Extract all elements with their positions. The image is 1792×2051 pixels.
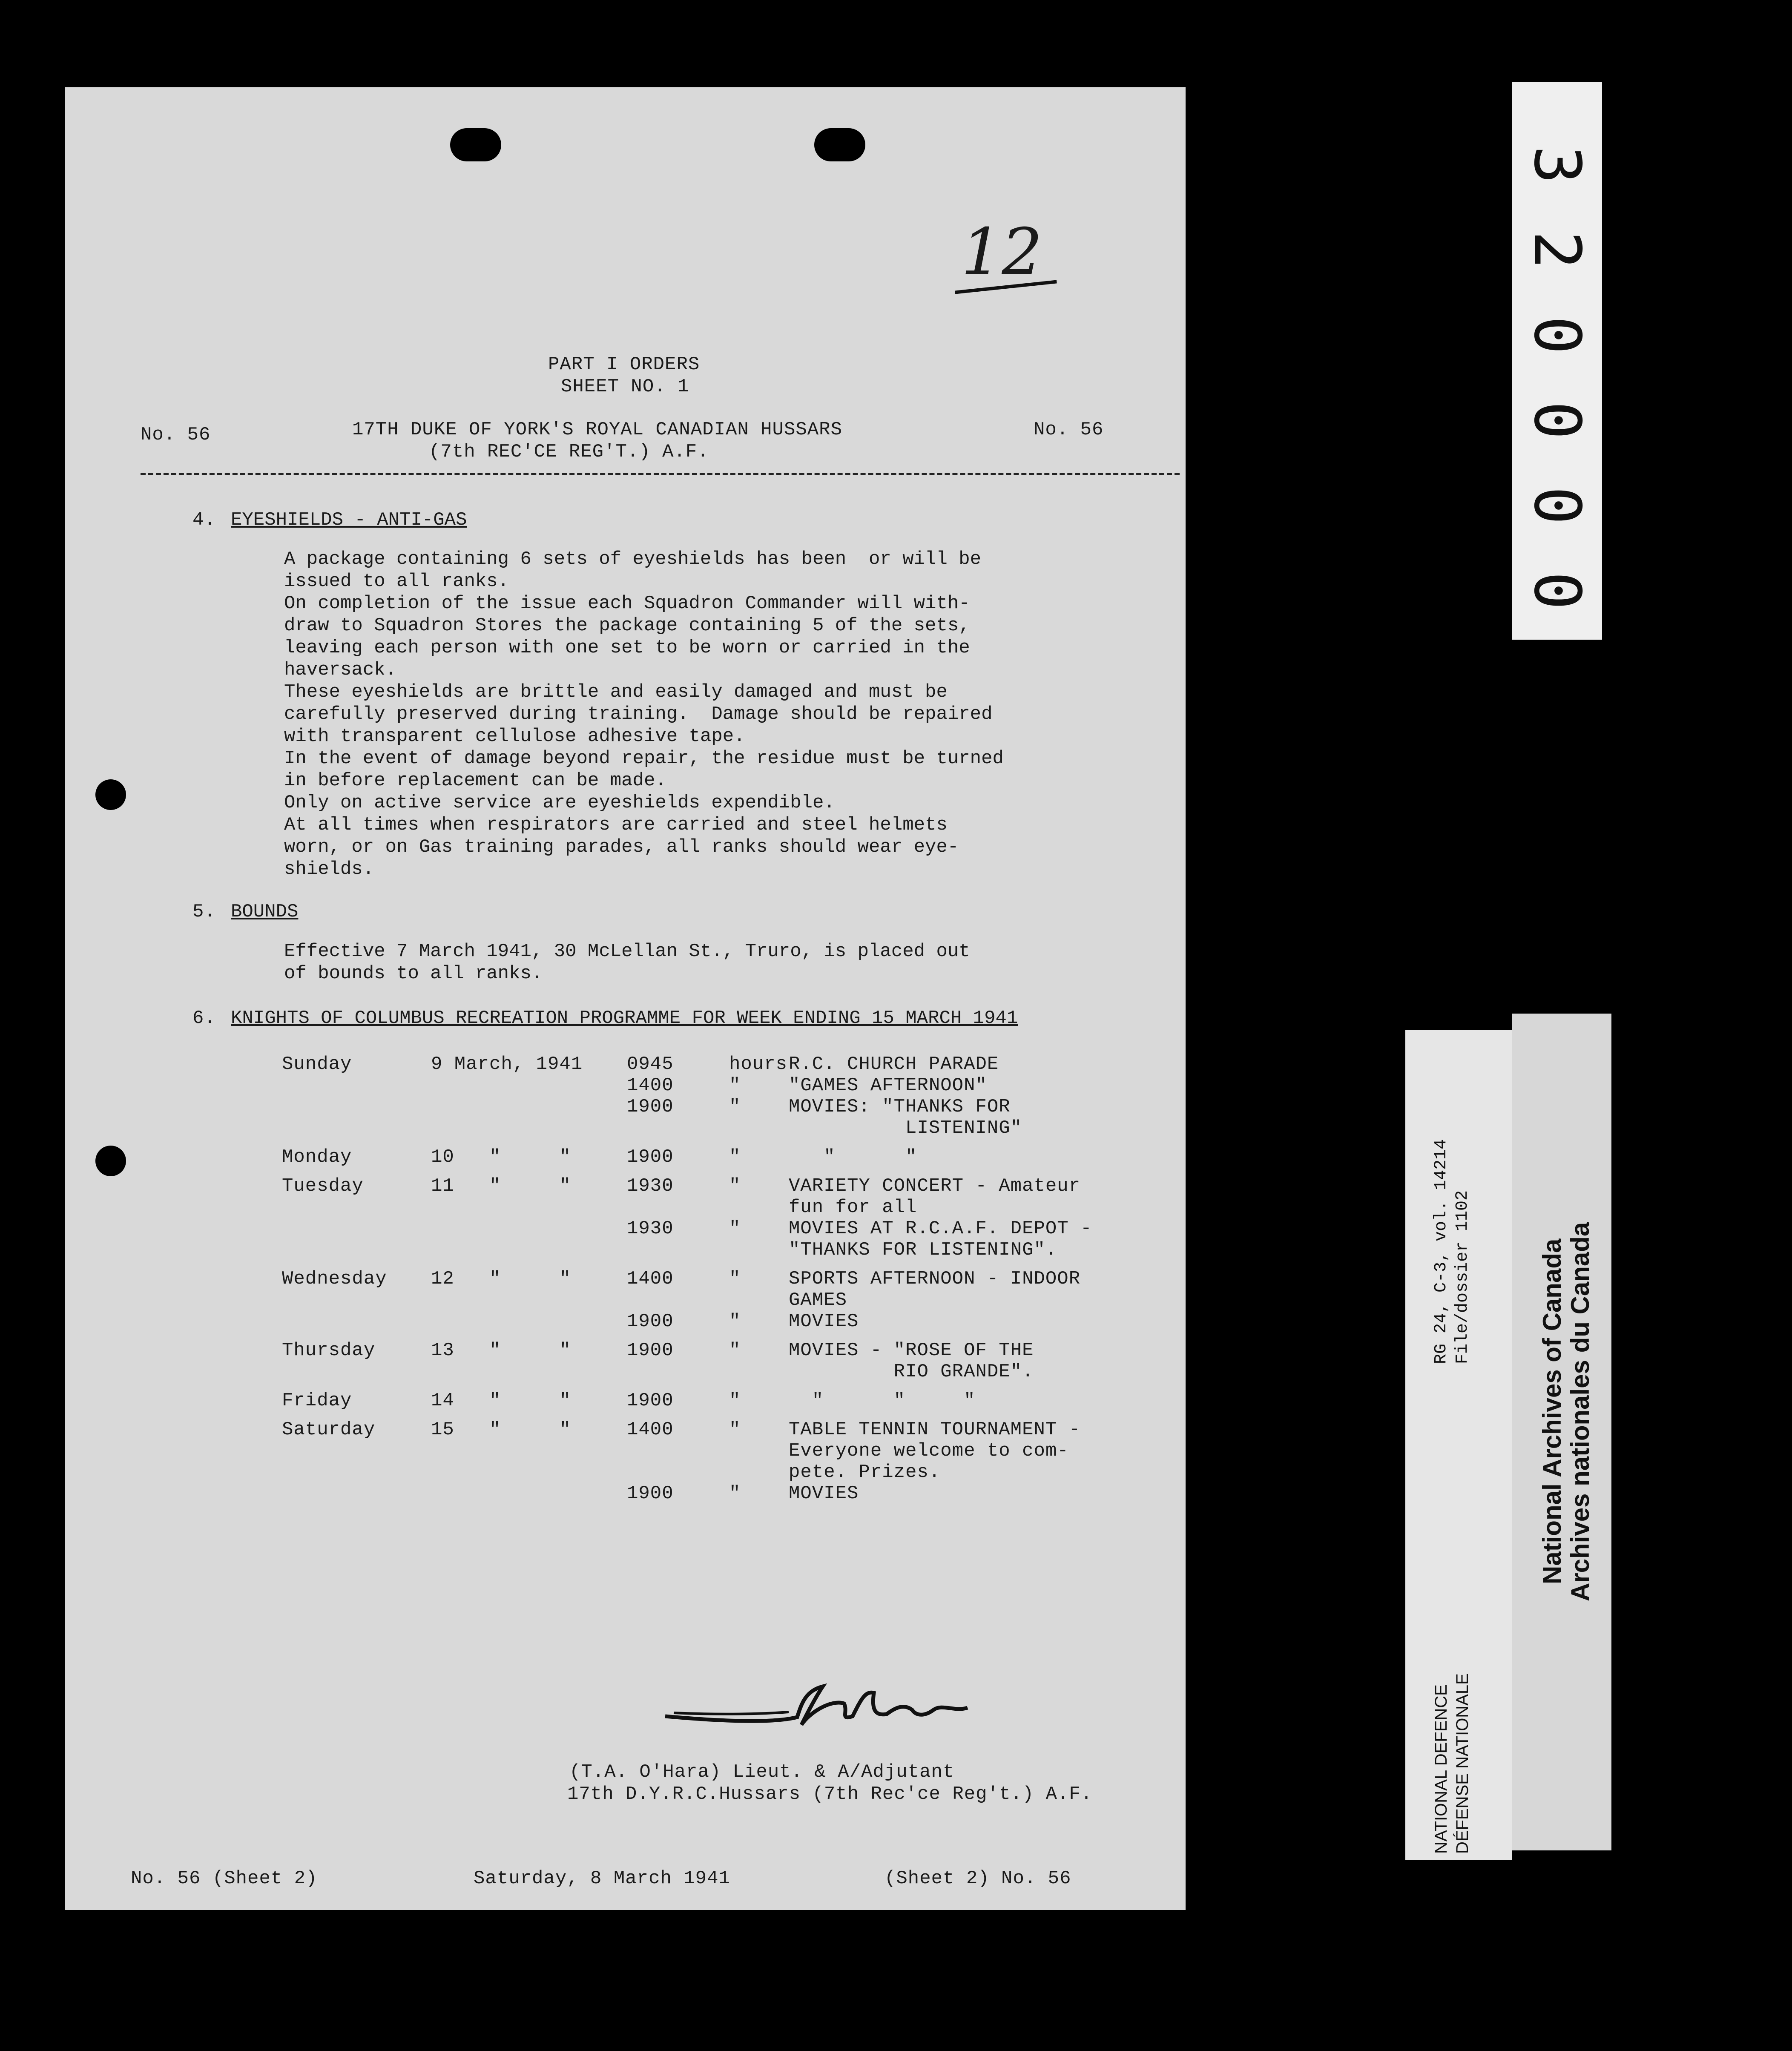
- footer-left: No. 56 (Sheet 2): [131, 1868, 318, 1889]
- archive-reference-line1: RG 24, C-3, vol. 14214: [1432, 1139, 1451, 1364]
- document-sheet: [65, 87, 1186, 1910]
- schedule-unit: ": [729, 1268, 741, 1290]
- schedule-time: 0945: [627, 1054, 674, 1075]
- schedule-event: LISTENING": [789, 1117, 1022, 1139]
- footer-date: Saturday, 8 March 1941: [474, 1868, 730, 1889]
- order-number-right: No. 56: [1034, 419, 1104, 440]
- header-title: PART I ORDERS: [548, 354, 700, 375]
- body-line: draw to Squadron Stores the package containing 5 of the sets,: [284, 615, 970, 636]
- punch-hole-side-upper: [95, 779, 126, 810]
- body-line: On completion of the issue each Squadron Commander will with-: [284, 593, 970, 614]
- schedule-time: 1400: [627, 1075, 674, 1096]
- schedule-date: 10 " ": [431, 1146, 571, 1168]
- schedule-day: Friday: [282, 1390, 352, 1411]
- page-number: 12: [961, 215, 1042, 289]
- body-line: Effective 7 March 1941, 30 McLellan St., Truro, is placed out: [284, 941, 970, 962]
- punch-hole-side-lower: [95, 1146, 126, 1176]
- section-4-number: 4.: [192, 509, 216, 531]
- schedule-event: SPORTS AFTERNOON - INDOOR: [789, 1268, 1081, 1290]
- frame-digit: 3: [1520, 145, 1594, 184]
- schedule-event: MOVIES: [789, 1483, 859, 1504]
- schedule-event: MOVIES: [789, 1311, 859, 1332]
- body-line: with transparent cellulose adhesive tape.: [284, 726, 745, 747]
- signature-image: [661, 1674, 985, 1738]
- schedule-event: GAMES: [789, 1290, 847, 1311]
- header-divider: [141, 473, 1180, 475]
- schedule-unit: ": [729, 1218, 741, 1239]
- archive-reference-line2: File/dossier 1102: [1453, 1190, 1472, 1364]
- section-5-title: BOUNDS: [231, 901, 299, 922]
- body-line: Only on active service are eyeshields expendible.: [284, 792, 835, 813]
- schedule-event: RIO GRANDE".: [789, 1361, 1034, 1382]
- schedule-time: 1900: [627, 1146, 674, 1168]
- body-line: worn, or on Gas training parades, all ranks should wear eye-: [284, 836, 959, 858]
- schedule-date: 9 March, 1941: [431, 1054, 583, 1075]
- body-line: In the event of damage beyond repair, the residue must be turned: [284, 748, 1004, 769]
- body-line: in before replacement can be made.: [284, 770, 666, 791]
- frame-digit: 0: [1520, 571, 1594, 610]
- schedule-event: MOVIES - "ROSE OF THE: [789, 1340, 1034, 1361]
- frame-digit: 0: [1520, 316, 1594, 355]
- schedule-event: "THANKS FOR LISTENING".: [789, 1239, 1057, 1261]
- schedule-date: 15 " ": [431, 1419, 571, 1440]
- schedule-day: Sunday: [282, 1054, 352, 1075]
- unit-name: 17TH DUKE OF YORK'S ROYAL CANADIAN HUSSARS: [352, 419, 842, 440]
- body-line: carefully preserved during training. Damage should be repaired: [284, 704, 993, 725]
- schedule-date: 13 " ": [431, 1340, 571, 1361]
- schedule-time: 1930: [627, 1175, 674, 1197]
- section-6-number: 6.: [192, 1008, 216, 1029]
- body-line: issued to all ranks.: [284, 571, 509, 592]
- schedule-time: 1400: [627, 1268, 674, 1290]
- archives-name-fr: Archives nationales du Canada: [1566, 1222, 1594, 1601]
- schedule-event: TABLE TENNIN TOURNAMENT -: [789, 1419, 1081, 1440]
- punch-hole-top-right: [814, 128, 865, 161]
- national-archives-label: [1512, 1014, 1611, 1850]
- schedule-time: 1900: [627, 1390, 674, 1411]
- body-line: of bounds to all ranks.: [284, 963, 543, 984]
- frame-digit: 0: [1520, 401, 1594, 440]
- schedule-event: MOVIES: "THANKS FOR: [789, 1096, 1011, 1117]
- schedule-unit: ": [729, 1390, 741, 1411]
- schedule-date: 12 " ": [431, 1268, 571, 1290]
- unit-subname: (7th REC'CE REG'T.) A.F.: [429, 441, 709, 462]
- body-line: shields.: [284, 859, 374, 880]
- schedule-time: 1900: [627, 1340, 674, 1361]
- frame-number-stamp: [1512, 82, 1602, 640]
- punch-hole-top-left: [450, 128, 501, 161]
- schedule-unit: ": [729, 1340, 741, 1361]
- section-4-body: [284, 548, 1178, 880]
- department-en: NATIONAL DEFENCE: [1432, 1684, 1450, 1854]
- schedule-day: Monday: [282, 1146, 352, 1168]
- schedule-day: Thursday: [282, 1340, 376, 1361]
- schedule-event: " ": [789, 1146, 917, 1168]
- schedule-event: VARIETY CONCERT - Amateur: [789, 1175, 1081, 1197]
- department-fr: DÉFENSE NATIONALE: [1453, 1673, 1472, 1854]
- schedule-day: Tuesday: [282, 1175, 364, 1197]
- schedule-date: 14 " ": [431, 1390, 571, 1411]
- schedule-time: 1930: [627, 1218, 674, 1239]
- header-subtitle: SHEET NO. 1: [561, 376, 689, 397]
- schedule-time: 1400: [627, 1419, 674, 1440]
- schedule-day: Saturday: [282, 1419, 376, 1440]
- schedule-date: 11 " ": [431, 1175, 571, 1197]
- schedule-event: Everyone welcome to com-: [789, 1440, 1069, 1462]
- body-line: These eyeshields are brittle and easily damaged and must be: [284, 681, 948, 703]
- schedule-event: "GAMES AFTERNOON": [789, 1075, 987, 1096]
- signatory-name: (T.A. O'Hara) Lieut. & A/Adjutant: [569, 1761, 955, 1783]
- schedule-unit: hours: [729, 1054, 788, 1075]
- frame-digit: 2: [1520, 230, 1594, 270]
- frame-digit: 0: [1520, 486, 1594, 525]
- signatory-unit: 17th D.Y.R.C.Hussars (7th Rec'ce Reg't.) A.F.: [567, 1784, 1093, 1805]
- archive-reference-label: [1405, 1030, 1512, 1860]
- schedule-event: " " ": [789, 1390, 976, 1411]
- schedule-event: R.C. CHURCH PARADE: [789, 1054, 999, 1075]
- schedule-unit: ": [729, 1311, 741, 1332]
- schedule-time: 1900: [627, 1483, 674, 1504]
- schedule-event: fun for all: [789, 1197, 917, 1218]
- footer-right: (Sheet 2) No. 56: [885, 1868, 1071, 1889]
- schedule-unit: ": [729, 1096, 741, 1117]
- section-5-body: [284, 940, 1178, 985]
- schedule-day: Wednesday: [282, 1268, 387, 1290]
- schedule-event: MOVIES AT R.C.A.F. DEPOT -: [789, 1218, 1092, 1239]
- archives-name-en: National Archives of Canada: [1538, 1238, 1566, 1584]
- body-line: haversack.: [284, 659, 397, 681]
- section-5-number: 5.: [192, 901, 216, 922]
- order-number-left: No. 56: [141, 424, 211, 445]
- body-line: leaving each person with one set to be worn or carried in the: [284, 637, 970, 658]
- schedule-unit: ": [729, 1146, 741, 1168]
- schedule-time: 1900: [627, 1096, 674, 1117]
- schedule-unit: ": [729, 1075, 741, 1096]
- schedule-unit: ": [729, 1175, 741, 1197]
- schedule-time: 1900: [627, 1311, 674, 1332]
- body-line: A package containing 6 sets of eyeshields has been or will be: [284, 549, 982, 570]
- schedule-event: pete. Prizes.: [789, 1462, 941, 1483]
- section-6-title: KNIGHTS OF COLUMBUS RECREATION PROGRAMME FOR WEEK ENDING 15 MARCH 1941: [231, 1008, 1018, 1029]
- body-line: At all times when respirators are carried and steel helmets: [284, 814, 948, 836]
- schedule-unit: ": [729, 1483, 741, 1504]
- section-4-title: EYESHIELDS - ANTI-GAS: [231, 509, 467, 531]
- schedule-unit: ": [729, 1419, 741, 1440]
